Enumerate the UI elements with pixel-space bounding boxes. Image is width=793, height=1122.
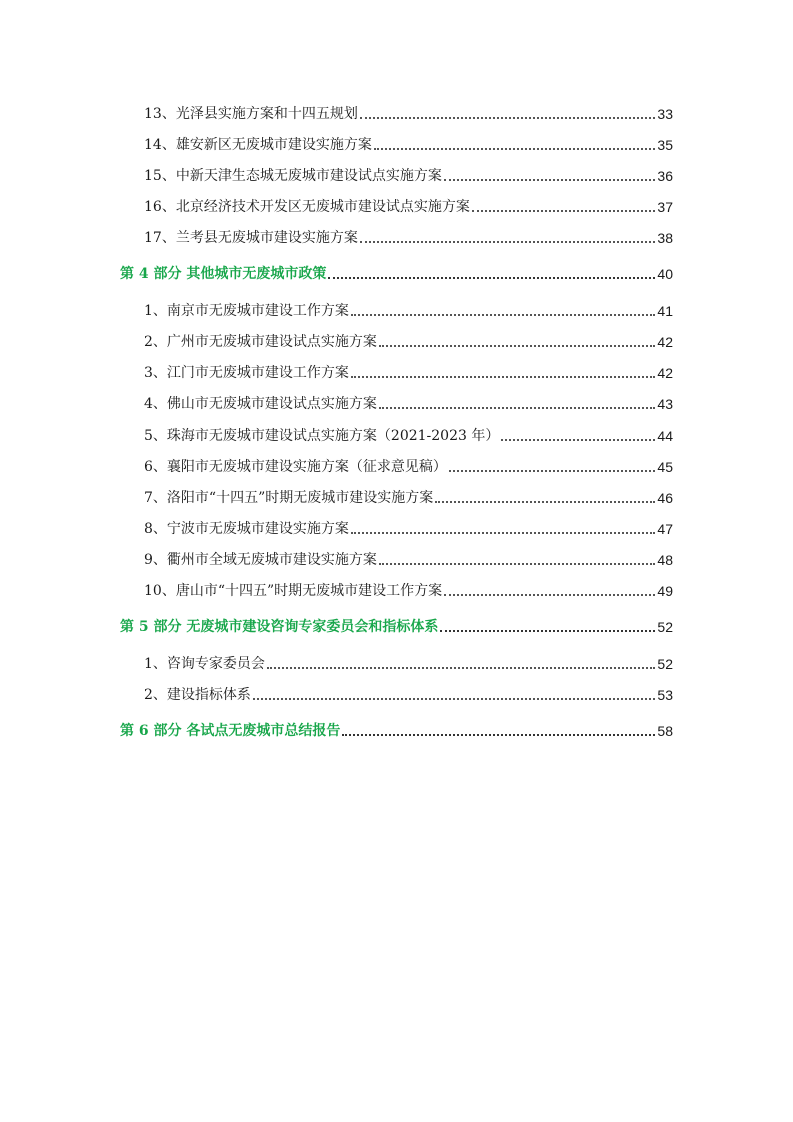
dot-leader: [342, 734, 655, 736]
toc-part-page: 58: [657, 723, 673, 739]
dot-leader: [351, 314, 656, 316]
toc-entry-page: 41: [657, 303, 673, 319]
toc-entry[interactable]: [144, 298, 673, 320]
toc-entry[interactable]: [144, 516, 673, 538]
toc-entry-page: 42: [657, 334, 673, 350]
toc-part-heading[interactable]: [120, 614, 673, 636]
toc-entry-label: 3、江门市无废城市建设工作方案: [144, 365, 349, 381]
dot-leader: [435, 501, 655, 503]
dot-leader: [360, 241, 656, 243]
toc-entry[interactable]: [144, 423, 673, 445]
toc-part-heading[interactable]: [120, 718, 673, 740]
toc-entry-label: 4、佛山市无废城市建设试点实施方案: [144, 396, 377, 412]
toc-entry[interactable]: [144, 391, 673, 413]
dot-leader: [444, 179, 656, 181]
toc-entry-page: 43: [657, 396, 673, 412]
toc-entry-page: 49: [657, 583, 673, 599]
toc-entry-label: 14、雄安新区无废城市建设实施方案: [144, 137, 372, 153]
toc-entry-page: 35: [657, 137, 673, 153]
toc-entry[interactable]: [144, 132, 673, 154]
toc-entry[interactable]: [144, 485, 673, 507]
toc-entry-label: 9、衢州市全域无废城市建设实施方案: [144, 552, 377, 568]
toc-entry-label: 7、洛阳市“十四五”时期无废城市建设实施方案: [144, 490, 434, 506]
toc-entry-page: 52: [657, 656, 673, 672]
toc-entry[interactable]: [144, 101, 673, 123]
toc-entry[interactable]: [144, 194, 673, 216]
toc-entry-page: 45: [657, 459, 673, 475]
toc-entry[interactable]: [144, 360, 673, 382]
toc-entry-label: 5、珠海市无废城市建设试点实施方案（2021-2023 年）: [144, 428, 500, 444]
toc-entry-label: 13、光泽县实施方案和十四五规划: [144, 106, 358, 122]
toc-entry-page: 36: [657, 168, 673, 184]
dot-leader: [440, 630, 655, 632]
dot-leader: [253, 698, 656, 700]
toc-entry[interactable]: [144, 454, 673, 476]
dot-leader: [501, 439, 655, 441]
toc-entry-label: 15、中新天津生态城无废城市建设试点实施方案: [144, 168, 442, 184]
toc-entry[interactable]: [144, 225, 673, 247]
toc-entry-label: 8、宁波市无废城市建设实施方案: [144, 521, 349, 537]
dot-leader: [444, 594, 655, 596]
toc-part-page: 40: [657, 266, 673, 282]
dot-leader: [449, 470, 656, 472]
toc-entry-label: 17、兰考县无废城市建设实施方案: [144, 230, 358, 246]
dot-leader: [379, 407, 656, 409]
toc-entry[interactable]: [144, 163, 673, 185]
dot-leader: [472, 210, 656, 212]
toc-entry-label: 1、南京市无废城市建设工作方案: [144, 303, 349, 319]
toc-entry-page: 46: [657, 490, 673, 506]
dot-leader: [351, 376, 656, 378]
dot-leader: [379, 563, 656, 565]
toc-entry-page: 47: [657, 521, 673, 537]
toc-part-label: 第 4 部分 其他城市无废城市政策: [120, 266, 327, 282]
toc-entry-label: 16、北京经济技术开发区无废城市建设试点实施方案: [144, 199, 470, 215]
toc-entry-label: 1、咨询专家委员会: [144, 656, 265, 672]
dot-leader: [267, 667, 656, 669]
toc-entry-page: 48: [657, 552, 673, 568]
toc-entry-page: 53: [657, 687, 673, 703]
toc-part-heading[interactable]: [120, 261, 673, 283]
dot-leader: [360, 117, 656, 119]
toc-entry[interactable]: [144, 682, 673, 704]
toc-entry-label: 6、襄阳市无废城市建设实施方案（征求意见稿）: [144, 459, 447, 475]
toc-entry-page: 37: [657, 199, 673, 215]
toc-entry-label: 2、广州市无废城市建设试点实施方案: [144, 334, 377, 350]
toc-part-label: 第 5 部分 无废城市建设咨询专家委员会和指标体系: [120, 619, 439, 635]
dot-leader: [374, 148, 656, 150]
toc-entry-label: 2、建设指标体系: [144, 687, 251, 703]
toc-part-label: 第 6 部分 各试点无废城市总结报告: [120, 723, 341, 739]
toc-entry-page: 33: [657, 106, 673, 122]
toc-entry-page: 42: [657, 365, 673, 381]
toc-part-page: 52: [657, 619, 673, 635]
dot-leader: [379, 345, 656, 347]
dot-leader: [328, 277, 655, 279]
dot-leader: [351, 532, 656, 534]
toc-entry[interactable]: [144, 329, 673, 351]
toc-entry-label: 10、唐山市“十四五”时期无废城市建设工作方案: [144, 583, 443, 599]
toc-entry-page: 44: [657, 428, 673, 444]
toc-entry[interactable]: [144, 578, 673, 600]
toc-entry[interactable]: [144, 547, 673, 569]
toc-entry[interactable]: [144, 651, 673, 673]
toc-entry-page: 38: [657, 230, 673, 246]
